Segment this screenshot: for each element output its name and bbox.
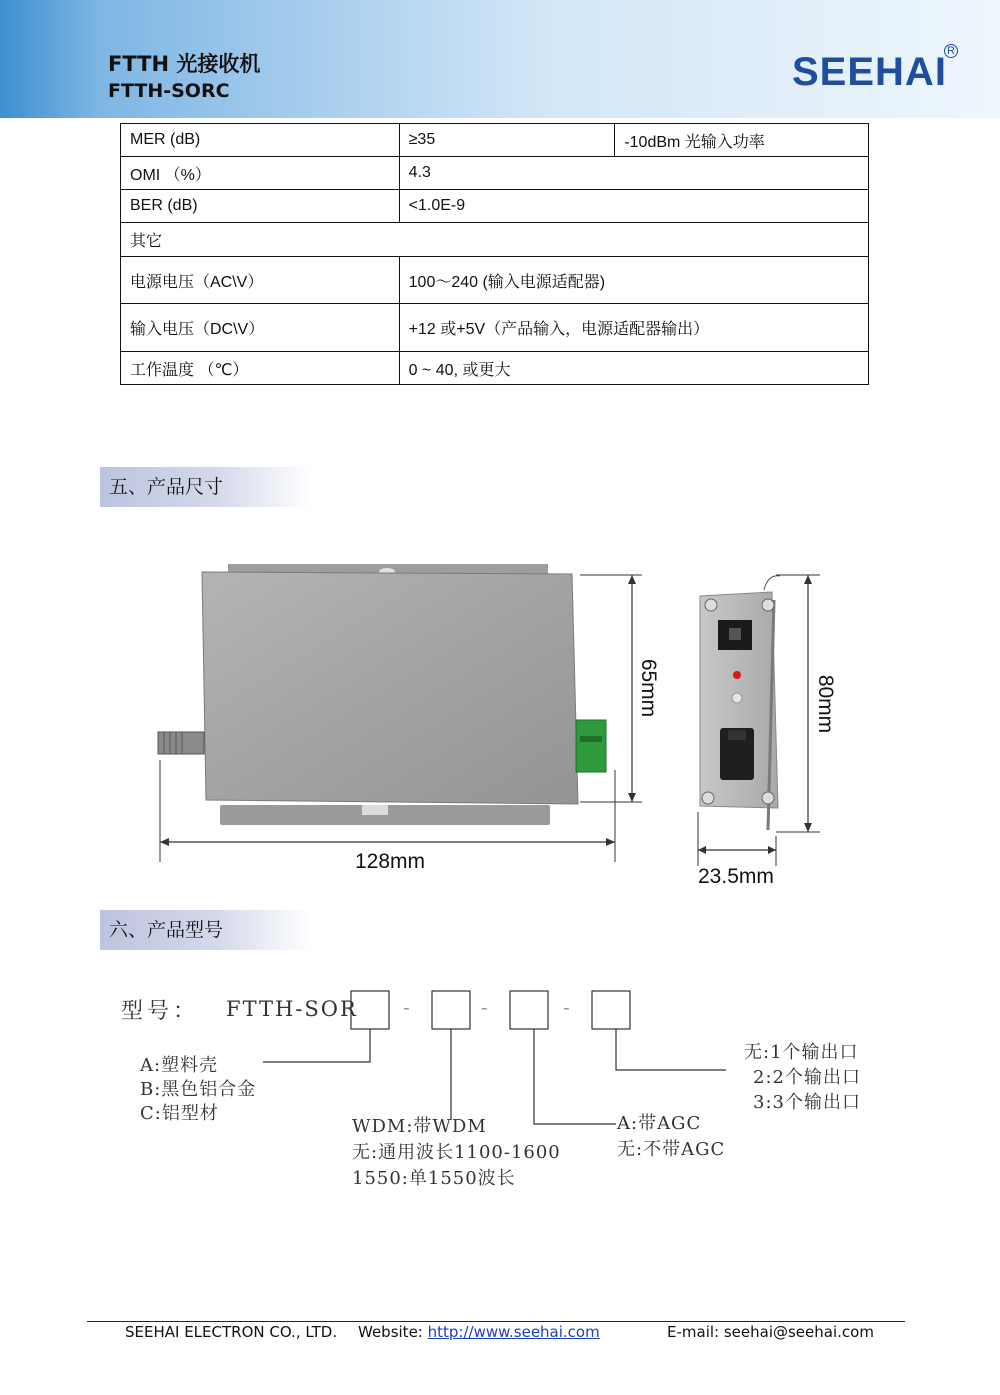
footer-rule <box>87 1321 905 1322</box>
model-label: 型号： <box>121 999 200 1024</box>
header-title: FTTH 光接收机 <box>108 52 261 76</box>
value-cell: 100～240 (输入电源适配器) <box>399 257 868 304</box>
page-header <box>0 0 1000 118</box>
table-row <box>121 257 869 304</box>
output-options <box>744 1040 861 1115</box>
product-dimension-drawing <box>140 560 820 900</box>
param-cell: OMI （%） <box>121 157 400 190</box>
agc-option: 无:不带AGC <box>617 1139 726 1160</box>
param-cell: BER (dB) <box>121 190 400 223</box>
output-option: 2:2个输出口 <box>753 1067 861 1088</box>
agc-options <box>617 1111 725 1163</box>
param-cell: 工作温度 （℃） <box>121 352 400 385</box>
output-option: 无:1个输出口 <box>744 1042 859 1063</box>
seehai-logo: SEEHAI <box>792 50 947 94</box>
footer-company: SEEHAI ELECTRON CO., LTD. <box>125 1323 338 1341</box>
wdm-option: 1550:单1550波长 <box>352 1168 516 1189</box>
value-cell: ≥35 <box>399 124 615 157</box>
registered-mark-icon: R <box>944 44 958 58</box>
model-sep: - <box>563 995 570 1019</box>
leader-case <box>263 1029 370 1062</box>
website-label: Website: <box>358 1323 428 1341</box>
website-link[interactable]: http://www.seehai.com <box>427 1323 600 1341</box>
footer-email: E-mail: seehai@seehai.com <box>667 1323 874 1341</box>
code-box-agc <box>510 991 548 1029</box>
table-section-row <box>121 223 869 257</box>
case-option: C:铝型材 <box>140 1103 219 1124</box>
table-row <box>121 304 869 352</box>
leader-output <box>616 1029 726 1070</box>
model-sep: - <box>403 995 410 1019</box>
wdm-option: 无:通用波长1100-1600 <box>352 1142 561 1163</box>
note-cell: -10dBm 光输入功率 <box>615 124 869 157</box>
section-title-model: 六、产品型号 <box>100 910 312 950</box>
case-option: B:黑色铝合金 <box>140 1079 257 1100</box>
param-cell: MER (dB) <box>121 124 400 157</box>
case-options <box>140 1054 256 1126</box>
table-row <box>121 190 869 223</box>
case-option: A:塑料壳 <box>140 1055 219 1076</box>
receiver-side-view <box>700 576 780 830</box>
header-model: FTTH-SORC <box>108 80 230 102</box>
value-cell: 0 ~ 40, 或更大 <box>399 352 868 385</box>
wdm-option: WDM:带WDM <box>352 1116 487 1137</box>
param-cell: 电源电压（AC\V） <box>121 257 400 304</box>
model-sep: - <box>481 995 488 1019</box>
agc-option: A:带AGC <box>617 1113 702 1134</box>
value-cell: <1.0E-9 <box>399 190 868 223</box>
code-box-output <box>592 991 630 1029</box>
wdm-options <box>352 1114 561 1192</box>
table-row <box>121 157 869 190</box>
dimension-side-width <box>698 812 776 866</box>
table-row <box>121 352 869 385</box>
spec-table <box>120 123 869 385</box>
param-cell: 输入电压（DC\V） <box>121 304 400 352</box>
value-cell: 4.3 <box>399 157 868 190</box>
dim-width-label: 128mm <box>355 850 426 873</box>
dim-side-height-label: 80mm <box>814 674 837 734</box>
footer-website <box>358 1323 600 1341</box>
receiver-front-view <box>158 564 606 825</box>
table-row <box>121 124 869 157</box>
dim-side-width-label: 23.5mm <box>698 865 774 888</box>
section-title-dimensions: 五、产品尺寸 <box>100 467 312 507</box>
leader-agc <box>534 1029 616 1124</box>
dim-height-label: 65mm <box>637 658 660 718</box>
code-box-wdm <box>432 991 470 1029</box>
section-cell: 其它 <box>121 223 869 257</box>
model-prefix: FTTH-SOR <box>226 997 358 1021</box>
output-option: 3:3个输出口 <box>753 1092 861 1113</box>
value-cell: +12 或+5V（产品输入，电源适配器输出） <box>399 304 868 352</box>
